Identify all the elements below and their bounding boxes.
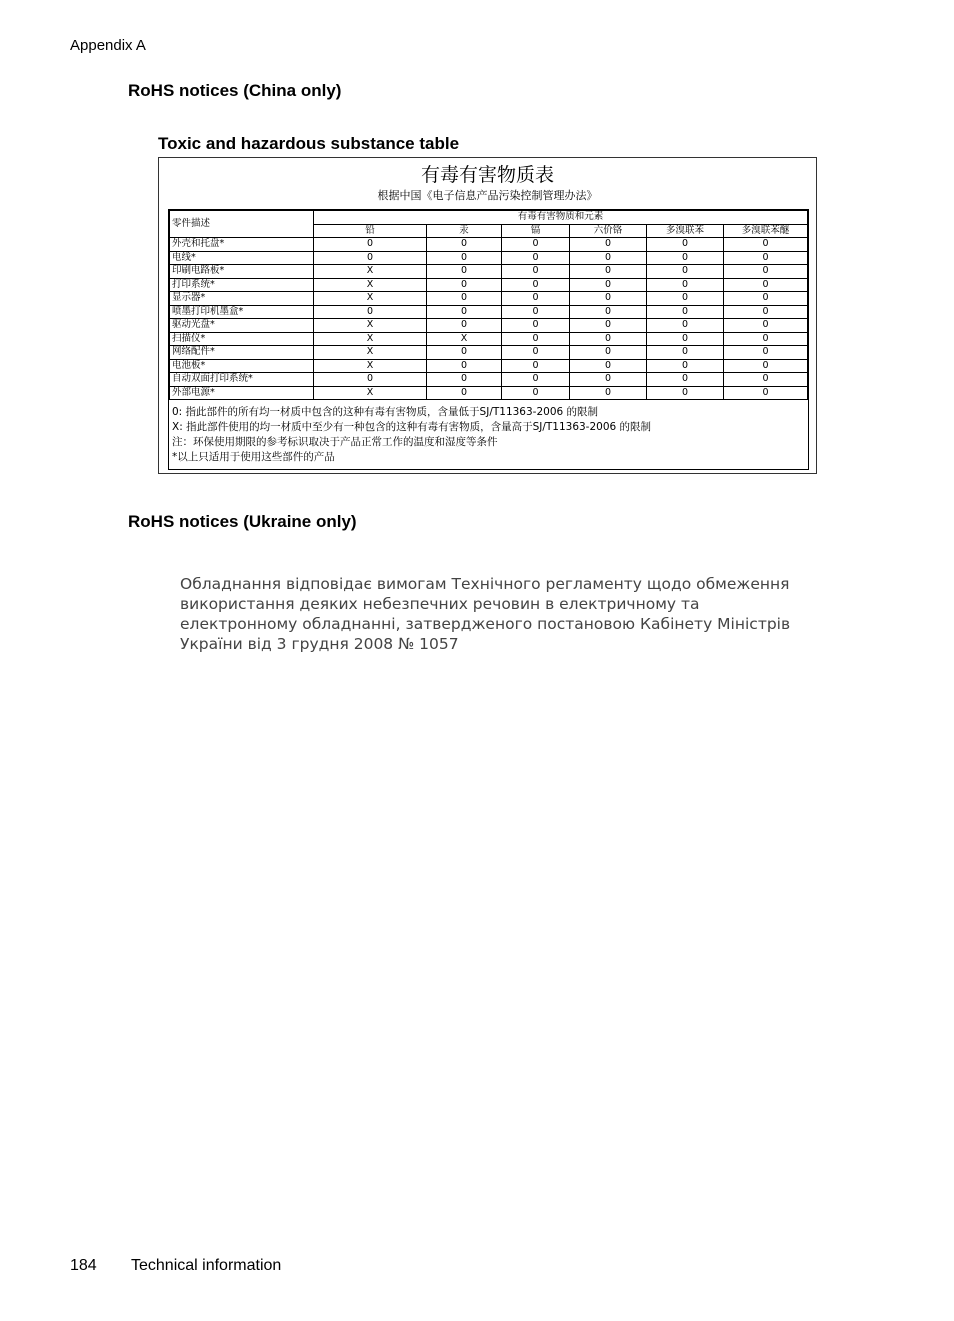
table-row <box>170 305 808 319</box>
substance-value-cell: 0 <box>427 359 502 373</box>
table-row <box>170 359 808 373</box>
substance-value-cell: 0 <box>502 319 570 333</box>
substance-value-cell: 0 <box>427 278 502 292</box>
substance-value-cell: 0 <box>647 386 724 400</box>
substance-value-cell: 0 <box>724 305 808 319</box>
substance-value-cell: 0 <box>724 238 808 252</box>
substance-value-cell: 0 <box>502 332 570 346</box>
table-note: X: 指此部件使用的均一材质中至少有一种包含的这种有毒有害物质，含量高于SJ/T11363-2006 的限制 <box>172 421 652 433</box>
substance-value-cell: 0 <box>724 251 808 265</box>
substance-value-cell: 0 <box>724 319 808 333</box>
substance-table-figure <box>158 157 817 474</box>
substance-value-cell: 0 <box>427 346 502 360</box>
substance-value-cell: 0 <box>502 278 570 292</box>
substance-value-cell: 0 <box>570 305 647 319</box>
substance-value-cell: X <box>314 292 427 306</box>
substance-value-cell: 0 <box>427 319 502 333</box>
substance-table <box>169 210 808 400</box>
substance-value-cell: X <box>314 319 427 333</box>
substance-group-header: 有毒有害物质和元素 <box>314 211 808 225</box>
substance-value-cell: 0 <box>570 346 647 360</box>
part-name-cell: 外壳和托盘* <box>170 238 314 252</box>
substance-value-cell: 0 <box>427 386 502 400</box>
substance-value-cell: 0 <box>570 278 647 292</box>
substance-value-cell: X <box>314 265 427 279</box>
substance-value-cell: 0 <box>502 292 570 306</box>
substance-value-cell: 0 <box>570 373 647 387</box>
substance-value-cell: 0 <box>647 238 724 252</box>
table-row <box>170 292 808 306</box>
substance-value-cell: 0 <box>570 359 647 373</box>
substance-value-cell: 0 <box>314 251 427 265</box>
substance-value-cell: 0 <box>647 373 724 387</box>
table-body <box>170 238 808 400</box>
substance-value-cell: 0 <box>647 359 724 373</box>
substance-value-cell: 0 <box>314 305 427 319</box>
substance-header: 铅 <box>314 224 427 238</box>
substance-value-cell: 0 <box>647 319 724 333</box>
substance-value-cell: 0 <box>502 386 570 400</box>
part-name-cell: 喷墨打印机墨盒* <box>170 305 314 319</box>
table-row <box>170 251 808 265</box>
substance-value-cell: 0 <box>502 251 570 265</box>
table-row <box>170 265 808 279</box>
table-notes <box>172 405 651 465</box>
china-rohs-heading: RoHS notices (China only) <box>128 81 342 100</box>
substance-value-cell: 0 <box>427 251 502 265</box>
part-name-cell: 扫描仪* <box>170 332 314 346</box>
substance-value-cell: 0 <box>570 292 647 306</box>
part-name-cell: 打印系统* <box>170 278 314 292</box>
substance-value-cell: 0 <box>724 278 808 292</box>
ukraine-compliance-text: Обладнання відповідає вимогам Технічного регламенту щодо обмеження використання деяких небезпечних речовин в електричному та електронному обладнанні, затвердженого постановою Кабінету Міністрів України від 3 грудня 2008 № 1057 <box>180 575 791 653</box>
part-name-cell: 外部电源* <box>170 386 314 400</box>
substance-table-grid <box>168 209 809 470</box>
substance-value-cell: 0 <box>647 278 724 292</box>
substance-value-cell: 0 <box>502 238 570 252</box>
running-head: Appendix A <box>70 37 146 54</box>
substance-value-cell: 0 <box>427 292 502 306</box>
substance-value-cell: 0 <box>724 292 808 306</box>
substance-value-cell: X <box>314 278 427 292</box>
substance-value-cell: 0 <box>502 346 570 360</box>
substance-value-cell: 0 <box>502 359 570 373</box>
substance-value-cell: 0 <box>724 386 808 400</box>
substance-value-cell: 0 <box>502 305 570 319</box>
page-number: 184 <box>70 1257 97 1274</box>
substance-header: 镉 <box>502 224 570 238</box>
substance-value-cell: 0 <box>724 332 808 346</box>
substance-value-cell: 0 <box>427 238 502 252</box>
part-name-cell: 电线* <box>170 251 314 265</box>
substance-value-cell: 0 <box>647 346 724 360</box>
ukraine-rohs-heading: RoHS notices (Ukraine only) <box>128 512 357 531</box>
substance-header: 汞 <box>427 224 502 238</box>
substance-value-cell: 0 <box>570 319 647 333</box>
table-row <box>170 278 808 292</box>
substance-value-cell: 0 <box>570 332 647 346</box>
substance-value-cell: 0 <box>724 265 808 279</box>
substance-value-cell: 0 <box>502 373 570 387</box>
substance-value-cell: X <box>427 332 502 346</box>
substance-value-cell: 0 <box>647 332 724 346</box>
substance-value-cell: X <box>314 346 427 360</box>
substance-value-cell: 0 <box>570 265 647 279</box>
substance-header: 六价铬 <box>570 224 647 238</box>
substance-value-cell: 0 <box>570 238 647 252</box>
table-note: 0: 指此部件的所有均一材质中包含的这种有毒有害物质，含量低于SJ/T11363-2006 的限制 <box>172 406 599 418</box>
substance-value-cell: 0 <box>314 238 427 252</box>
substance-value-cell: 0 <box>570 251 647 265</box>
table-row <box>170 332 808 346</box>
substance-value-cell: 0 <box>427 265 502 279</box>
table-row <box>170 386 808 400</box>
table-subtitle: 根据中国《电子信息产品污染控制管理办法》 <box>377 189 598 202</box>
substance-value-cell: 0 <box>724 359 808 373</box>
part-name-cell: 驱动光盘* <box>170 319 314 333</box>
table-row <box>170 319 808 333</box>
substance-header: 多溴联苯 <box>647 224 724 238</box>
substance-header: 多溴联苯醚 <box>724 224 808 238</box>
substance-value-cell: X <box>314 332 427 346</box>
substance-value-cell: 0 <box>724 373 808 387</box>
substance-value-cell: 0 <box>724 346 808 360</box>
table-row <box>170 346 808 360</box>
substance-value-cell: 0 <box>647 292 724 306</box>
table-note: 注：环保使用期限的参考标识取决于产品正常工作的温度和湿度等条件 <box>172 436 498 448</box>
substance-value-cell: 0 <box>570 386 647 400</box>
substance-value-cell: X <box>314 386 427 400</box>
table-row <box>170 373 808 387</box>
table-note: *以上只适用于使用这些部件的产品 <box>172 451 335 463</box>
part-name-cell: 显示器* <box>170 292 314 306</box>
substance-value-cell: 0 <box>502 265 570 279</box>
substance-value-cell: 0 <box>647 251 724 265</box>
substance-value-cell: 0 <box>427 373 502 387</box>
part-name-cell: 网络配件* <box>170 346 314 360</box>
part-name-cell: 电池板* <box>170 359 314 373</box>
substance-value-cell: 0 <box>427 305 502 319</box>
substance-value-cell: 0 <box>314 373 427 387</box>
part-column-header: 零件描述 <box>170 211 314 238</box>
substance-table-heading: Toxic and hazardous substance table <box>158 134 460 153</box>
substance-value-cell: 0 <box>647 265 724 279</box>
substance-value-cell: 0 <box>647 305 724 319</box>
footer-section-title: Technical information <box>131 1257 282 1274</box>
part-name-cell: 印刷电路板* <box>170 265 314 279</box>
table-row <box>170 238 808 252</box>
part-name-cell: 自动双面打印系统* <box>170 373 314 387</box>
table-title: 有毒有害物质表 <box>420 164 554 186</box>
substance-value-cell: X <box>314 359 427 373</box>
